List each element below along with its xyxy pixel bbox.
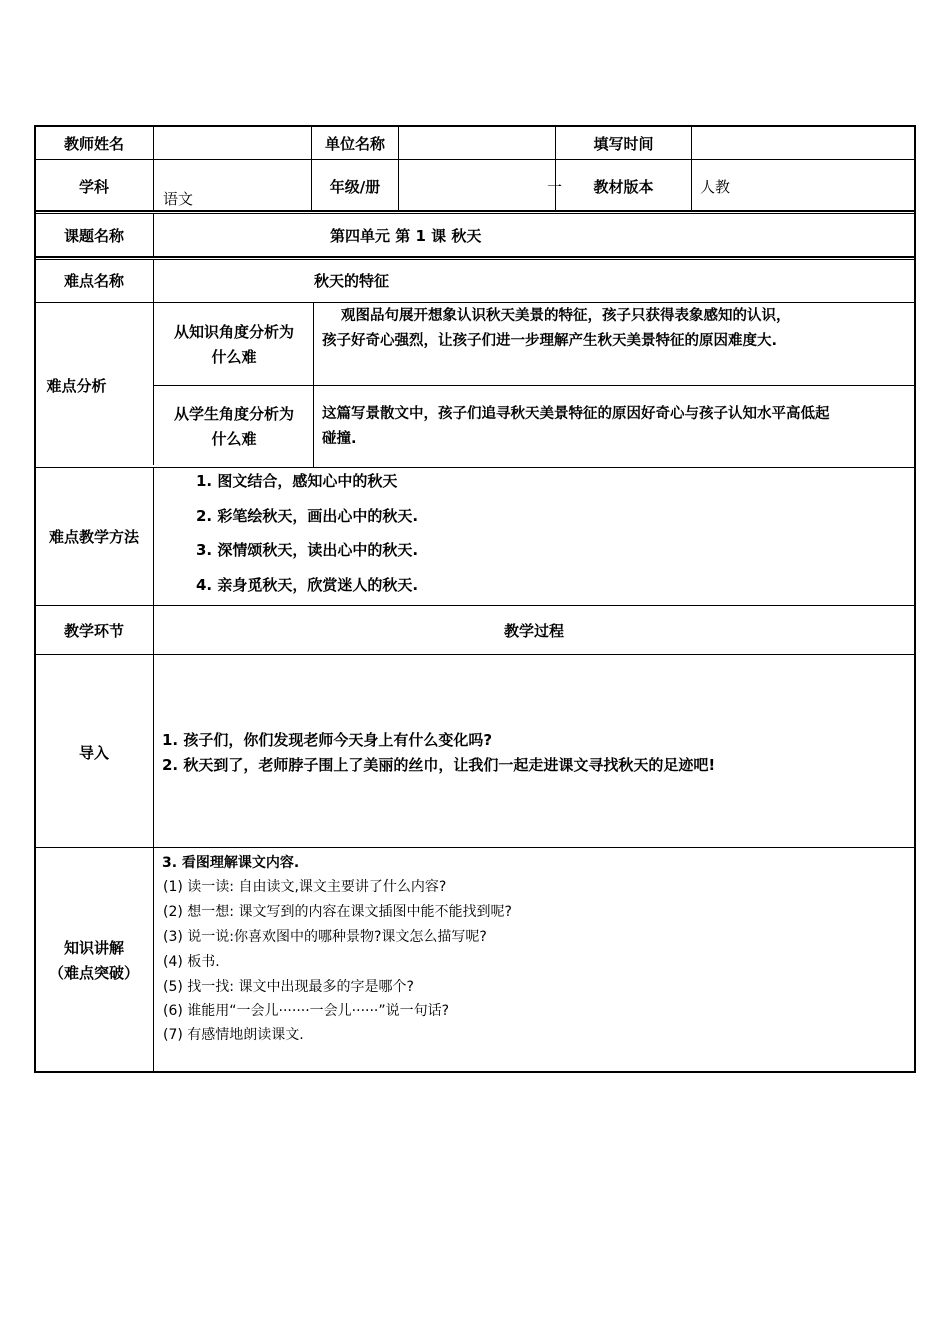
topic-value: 第四单元 第 1 课 秋天	[330, 227, 482, 245]
table-border-bottom	[34, 1071, 916, 1073]
method-item: 3. 深情颂秋天，读出心中的秋天.	[196, 541, 419, 559]
row-divider	[34, 159, 916, 160]
row-divider	[34, 847, 916, 848]
intro-line: 2. 秋天到了，老师脖子围上了美丽的丝巾，让我们一起走进课文寻找秋天的足迹吧!	[162, 756, 716, 774]
student-angle-label: 从学生角度分析为	[173, 405, 294, 423]
lesson-plan-table	[34, 125, 916, 1073]
row-divider	[34, 605, 916, 606]
knowledge-line: (4) 板书.	[163, 954, 220, 970]
knowledge-line: (5) 找一找: 课文中出现最多的字是哪个?	[163, 979, 414, 995]
student-angle-text: 这篇写景散文中，孩子们追寻秋天美景特征的原因好奇心与孩子认知水平高低起	[322, 406, 830, 422]
unit-name-label: 单位名称	[324, 135, 385, 153]
row-divider	[34, 654, 916, 655]
teacher-name-label: 教师姓名	[63, 135, 124, 153]
knowledge-label: （难点突破）	[48, 964, 139, 982]
textbook-label: 教材版本	[593, 178, 654, 196]
grade-label: 年级/册	[329, 178, 381, 196]
row-divider	[34, 210, 916, 212]
knowledge-angle-label: 从知识角度分析为	[173, 323, 294, 341]
knowledge-line: (6) 谁能用“一会儿·······一会儿······”说一句话?	[163, 1003, 450, 1019]
knowledge-line: (2) 想一想: 课文写到的内容在课文插图中能不能找到呢?	[163, 904, 512, 920]
method-item: 2. 彩笔绘秋天，画出心中的秋天.	[196, 507, 419, 525]
row-divider	[34, 256, 916, 258]
fill-time-label: 填写时间	[593, 135, 654, 153]
row-divider	[34, 467, 916, 468]
grade-value: 一	[547, 178, 563, 196]
subject-value: 语文	[163, 190, 194, 208]
intro-line: 1. 孩子们，你们发现老师今天身上有什么变化吗?	[162, 731, 493, 749]
table-border-left	[34, 125, 36, 1073]
process-header: 教学过程	[503, 622, 564, 640]
table-border-top	[34, 125, 916, 127]
difficulty-label: 难点名称	[63, 272, 124, 290]
stage-header: 教学环节	[63, 622, 124, 640]
analysis-label: 难点分析	[46, 377, 107, 395]
row-divider	[34, 259, 916, 260]
intro-label: 导入	[78, 744, 109, 762]
methods-label: 难点教学方法	[48, 528, 139, 546]
row-divider	[34, 213, 916, 214]
subject-label: 学科	[78, 178, 109, 196]
knowledge-angle-text: 观图品句展开想象认识秋天美景的特征，孩子只获得表象感知的认识，	[341, 308, 791, 324]
topic-label: 课题名称	[63, 227, 124, 245]
knowledge-label: 知识讲解	[63, 939, 124, 957]
method-item: 4. 亲身觅秋天，欣赏迷人的秋天.	[196, 576, 419, 594]
student-angle-text: 碰撞.	[322, 431, 357, 447]
knowledge-angle-text: 孩子好奇心强烈，让孩子们进一步理解产生秋天美景特征的原因难度大.	[322, 333, 778, 349]
knowledge-line: (3) 说一说:你喜欢图中的哪种景物?课文怎么描写呢?	[163, 929, 487, 945]
knowledge-line: 3. 看图理解课文内容.	[162, 855, 300, 871]
knowledge-line: (7) 有感情地朗读课文.	[163, 1027, 304, 1043]
difficulty-value: 秋天的特征	[314, 272, 390, 290]
row-divider	[153, 385, 916, 386]
knowledge-angle-label: 什么难	[211, 348, 257, 366]
knowledge-line: (1) 读一读: 自由读文,课文主要讲了什么内容?	[163, 879, 447, 895]
student-angle-label: 什么难	[211, 430, 257, 448]
table-border-right	[914, 125, 916, 1073]
method-item: 1. 图文结合，感知心中的秋天	[196, 472, 398, 490]
textbook-value: 人教	[700, 178, 731, 196]
row-divider	[34, 302, 916, 303]
